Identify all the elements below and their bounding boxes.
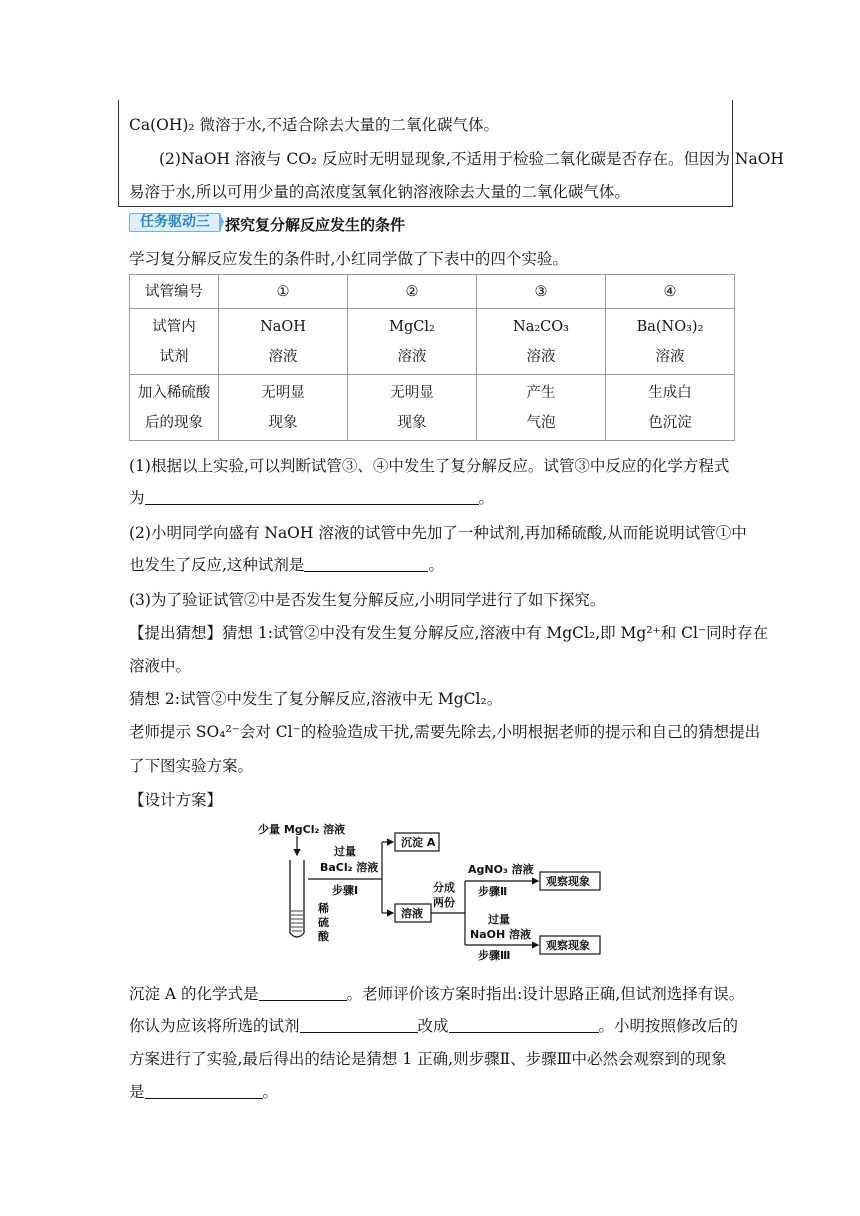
precipitate-a-label: 沉淀 A xyxy=(401,836,436,849)
split-label-1: 分成 xyxy=(433,881,455,894)
box-line-2: (2)NaOH 溶液与 CO₂ 反应时无明显现象,不适用于检验二氧化碳是否存在。但因为 NaOH xyxy=(159,150,784,168)
experiment-table xyxy=(129,274,735,441)
box-line-3: 易溶于水,所以可用少量的高浓度氢氧化钠溶液除去大量的二氧化碳气体。 xyxy=(129,183,630,201)
table-row-label: 试管内 试剂 xyxy=(130,309,219,375)
answer-line-3: 方案进行了实验,最后得出的结论是猜想 1 正确,则步骤Ⅱ、步骤Ⅲ中必然会观察到的现象 xyxy=(129,1050,727,1068)
table-cell: NaOH 溶液 xyxy=(219,309,348,375)
table-cell: 无明显 现象 xyxy=(348,375,477,441)
table-header-cell: ① xyxy=(219,275,348,309)
acid-label-2: 硫 xyxy=(318,916,329,929)
acid-label-1: 稀 xyxy=(318,902,329,915)
task-tag-arrow xyxy=(219,212,224,232)
hypothesis-line-2: 溶液中。 xyxy=(129,657,192,675)
intro-text: 学习复分解反应发生的条件时,小红同学做了下表中的四个实验。 xyxy=(129,250,568,268)
answer-blank[interactable] xyxy=(300,1018,418,1033)
table-header-cell: ④ xyxy=(606,275,735,309)
hint-line-1: 老师提示 SO₄²⁻会对 Cl⁻的检验造成干扰,需要先除去,小明根据老师的提示和自己的猜想提出 xyxy=(129,723,761,741)
step2-label: 步骤Ⅱ xyxy=(478,885,508,898)
q2-line-1: (2)小明同学向盛有 NaOH 溶液的试管中先加了一种试剂,再加稀硫酸,从而能说明试管①中 xyxy=(129,524,747,542)
test-tube-icon xyxy=(290,860,304,937)
hypothesis-line-3: 猜想 2:试管②中发生了复分解反应,溶液中无 MgCl₂。 xyxy=(129,690,503,708)
table-cell: 生成白 色沉淀 xyxy=(606,375,735,441)
table-header-cell: 试管编号 xyxy=(130,275,219,309)
table-row xyxy=(130,309,735,375)
table-cell: MgCl₂ 溶液 xyxy=(348,309,477,375)
answer-blank[interactable] xyxy=(449,1018,599,1033)
answer-line-2: 你认为应该将所选的试剂 改成 。小明按照修改后的 xyxy=(129,1017,739,1035)
step2-reagent: AgNO₃ 溶液 xyxy=(468,863,534,876)
q1-line-1: (1)根据以上实验,可以判断试管③、④中发生了复分解反应。试管③中反应的化学方程式 xyxy=(129,457,730,475)
answer-blank[interactable] xyxy=(145,1084,263,1099)
table-header-row xyxy=(130,275,735,309)
q2-line-2: 也发生了反应,这种试剂是 。 xyxy=(129,556,444,574)
q3-line-1: (3)为了验证试管②中是否发生复分解反应,小明同学进行了如下探究。 xyxy=(129,591,606,609)
box-line-1: Ca(OH)₂ 微溶于水,不适合除去大量的二氧化碳气体。 xyxy=(129,116,499,134)
step3-top: 过量 xyxy=(488,913,510,926)
step1-reagent: BaCl₂ 溶液 xyxy=(320,861,379,874)
step1-top: 过量 xyxy=(334,845,356,858)
table-cell: Na₂CO₃ 溶液 xyxy=(477,309,606,375)
hypothesis-line-1: 【提出猜想】猜想 1:试管②中没有发生复分解反应,溶液中有 MgCl₂,即 Mg²⁺和 Cl⁻同时存在 xyxy=(129,624,769,642)
step3-label: 步骤Ⅲ xyxy=(478,949,511,962)
split-label-2: 两份 xyxy=(433,896,455,909)
observe-label-step2: 观察现象 xyxy=(546,875,590,888)
answer-line-1: 沉淀 A 的化学式是 。老师评价该方案时指出:设计思路正确,但试剂选择有误。 xyxy=(129,985,745,1003)
table-cell: Ba(NO₃)₂ 溶液 xyxy=(606,309,735,375)
task-tag: 任务驱动三 xyxy=(129,213,221,232)
observe-label-step3: 观察现象 xyxy=(546,939,590,952)
answer-blank[interactable] xyxy=(145,490,479,505)
table-cell: 无明显 现象 xyxy=(219,375,348,441)
table-header-cell: ② xyxy=(348,275,477,309)
hint-line-2: 了下图实验方案。 xyxy=(129,757,254,775)
step1-label: 步骤Ⅰ xyxy=(332,884,359,897)
table-cell: 产生 气泡 xyxy=(477,375,606,441)
table-row-label: 加入稀硫酸 后的现象 xyxy=(130,375,219,441)
answer-blank[interactable] xyxy=(304,557,428,572)
design-label: 【设计方案】 xyxy=(129,791,223,809)
q1-line-2: 为 。 xyxy=(129,489,495,507)
experiment-flow-diagram xyxy=(250,815,610,965)
answer-line-4: 是 。 xyxy=(129,1083,279,1101)
solution-label: 溶液 xyxy=(401,907,423,920)
step3-reagent: NaOH 溶液 xyxy=(470,928,532,941)
diagram-top-label: 少量 MgCl₂ 溶液 xyxy=(258,823,346,836)
answer-blank[interactable] xyxy=(259,986,347,1001)
table-row xyxy=(130,375,735,441)
acid-label-3: 酸 xyxy=(318,930,329,943)
table-header-cell: ③ xyxy=(477,275,606,309)
task-title: 探究复分解反应发生的条件 xyxy=(225,216,406,234)
